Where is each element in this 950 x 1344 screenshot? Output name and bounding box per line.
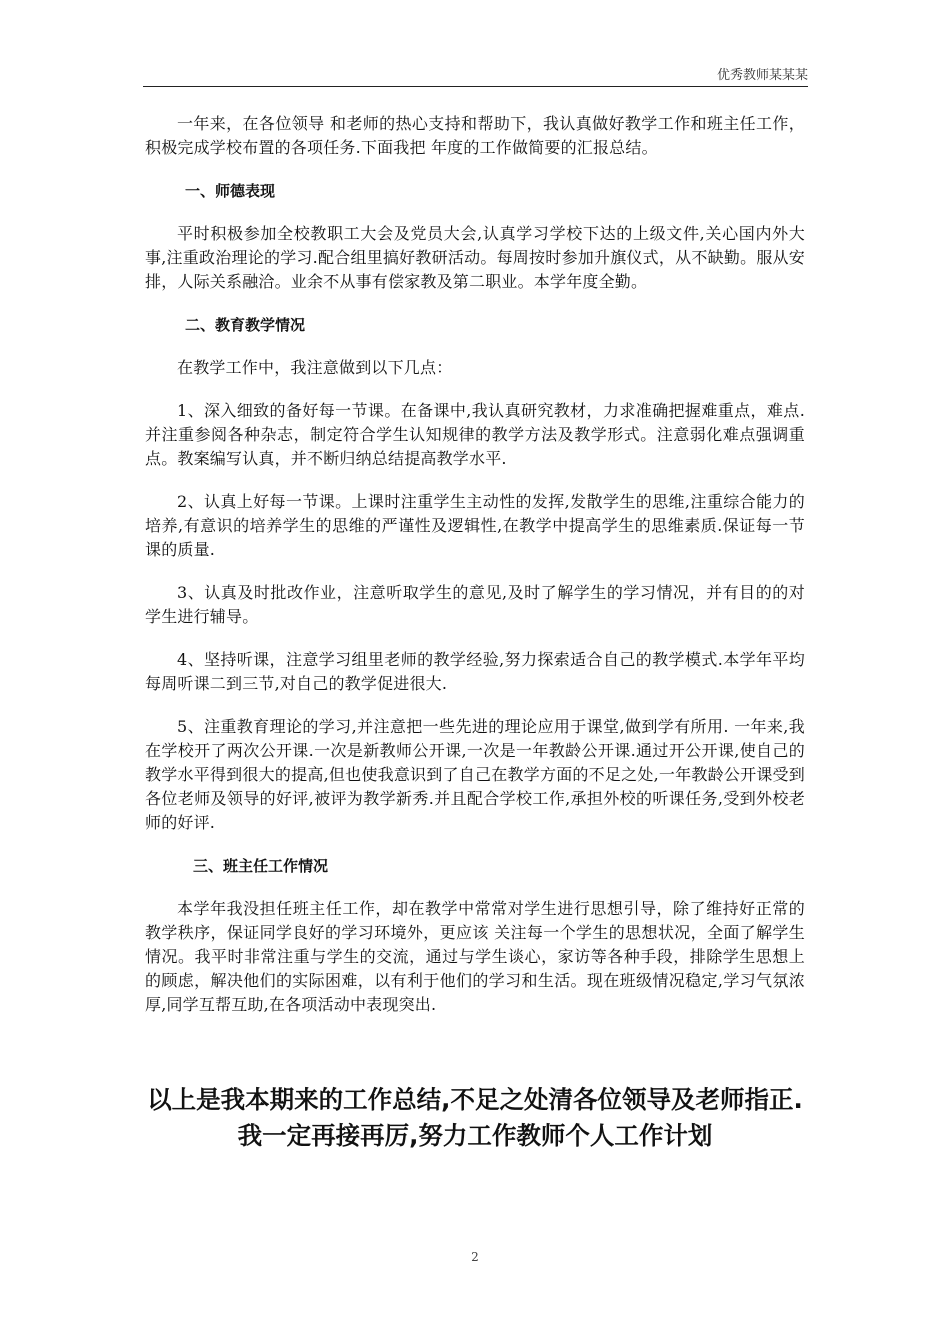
list-item-3: 3、认真及时批改作业，注意听取学生的意见,及时了解学生的学习情况，并有目的的对学生进行辅导。 (145, 583, 805, 626)
section1-heading: 一、师德表现 (185, 182, 276, 200)
list-item-5: 5、注重教育理论的学习,并注意把一些先进的理论应用于课堂,做到学有所用. 一年来,我在学校开了两次公开课.一次是新教师公开课,一次是一年教龄公开课.通过开公开课,使自己的教学水平得到很大的提高,但也使我意识到了自己在教学方面的不足之处,一年教龄公开课受到各位老师及领导的好评,被评为教学新秀.并且配合学校工作,承担外校的听课任务,受到外校老师的好评. (145, 717, 805, 832)
section3-heading: 三、班主任工作情况 (193, 857, 329, 875)
document-body (145, 112, 805, 1036)
header-title: 优秀教师某某某 (716, 68, 808, 83)
section2-heading: 二、教育教学情况 (185, 316, 306, 334)
section3-body: 本学年我没担任班主任工作，却在教学中常常对学生进行思想引导，除了维持好正常的教学秩序，保证同学良好的学习环境外，更应该 关注每一个学生的思想状况，全面了解学生情况。我平时非常注重与学生的交流，通过与学生谈心，家访等各种手段，排除学生思想上的顾虑，解决他们的实际困难，以有利于他们的学习和生活。现在班级情况稳定,学习气氛浓厚,同学互帮互助,在各项活动中表现突出. (145, 899, 805, 1014)
section1-body: 平时积极参加全校教职工大会及党员大会,认真学习学校下达的上级文件,关心国内外大事,注重政治理论的学习.配合组里搞好教研活动。每周按时参加升旗仪式，从不缺勤。服从安排，人际关系融洽。业余不从事有偿家教及第二职业。本学年度全勤。 (145, 224, 805, 291)
section2-intro: 在教学工作中，我注意做到以下几点： (177, 358, 453, 377)
list-item-4: 4、坚持听课，注意学习组里老师的教学经验,努力探索适合自己的教学模式.本学年平均每周听课二到三节,对自己的教学促进很大. (145, 650, 805, 693)
list-item-2: 2、认真上好每一节课。上课时注重学生主动性的发挥,发散学生的思维,注重综合能力的培养,有意识的培养学生的思维的严谨性及逻辑性,在教学中提高学生的思维素质.保证每一节课的质量. (145, 492, 805, 559)
page-header (143, 62, 808, 87)
closing-statement: 以上是我本期来的工作总结,不足之处清各位领导及老师指正.我一定再接再厉,努力工作教师个人工作计划 (147, 1085, 803, 1150)
intro-paragraph: 一年来，在各位领导 和老师的热心支持和帮助下，我认真做好教学工作和班主任工作，积极完成学校布置的各项任务.下面我把 年度的工作做简要的汇报总结。 (145, 114, 805, 157)
list-item-1: 1、深入细致的备好每一节课。在备课中,我认真研究教材，力求准确把握难重点，难点.并注重参阅各种杂志，制定符合学生认知规律的教学方法及教学形式。注意弱化难点强调重点。教案编写认真，并不断归纳总结提高教学水平. (145, 401, 805, 468)
page-number: 2 (471, 1250, 479, 1264)
